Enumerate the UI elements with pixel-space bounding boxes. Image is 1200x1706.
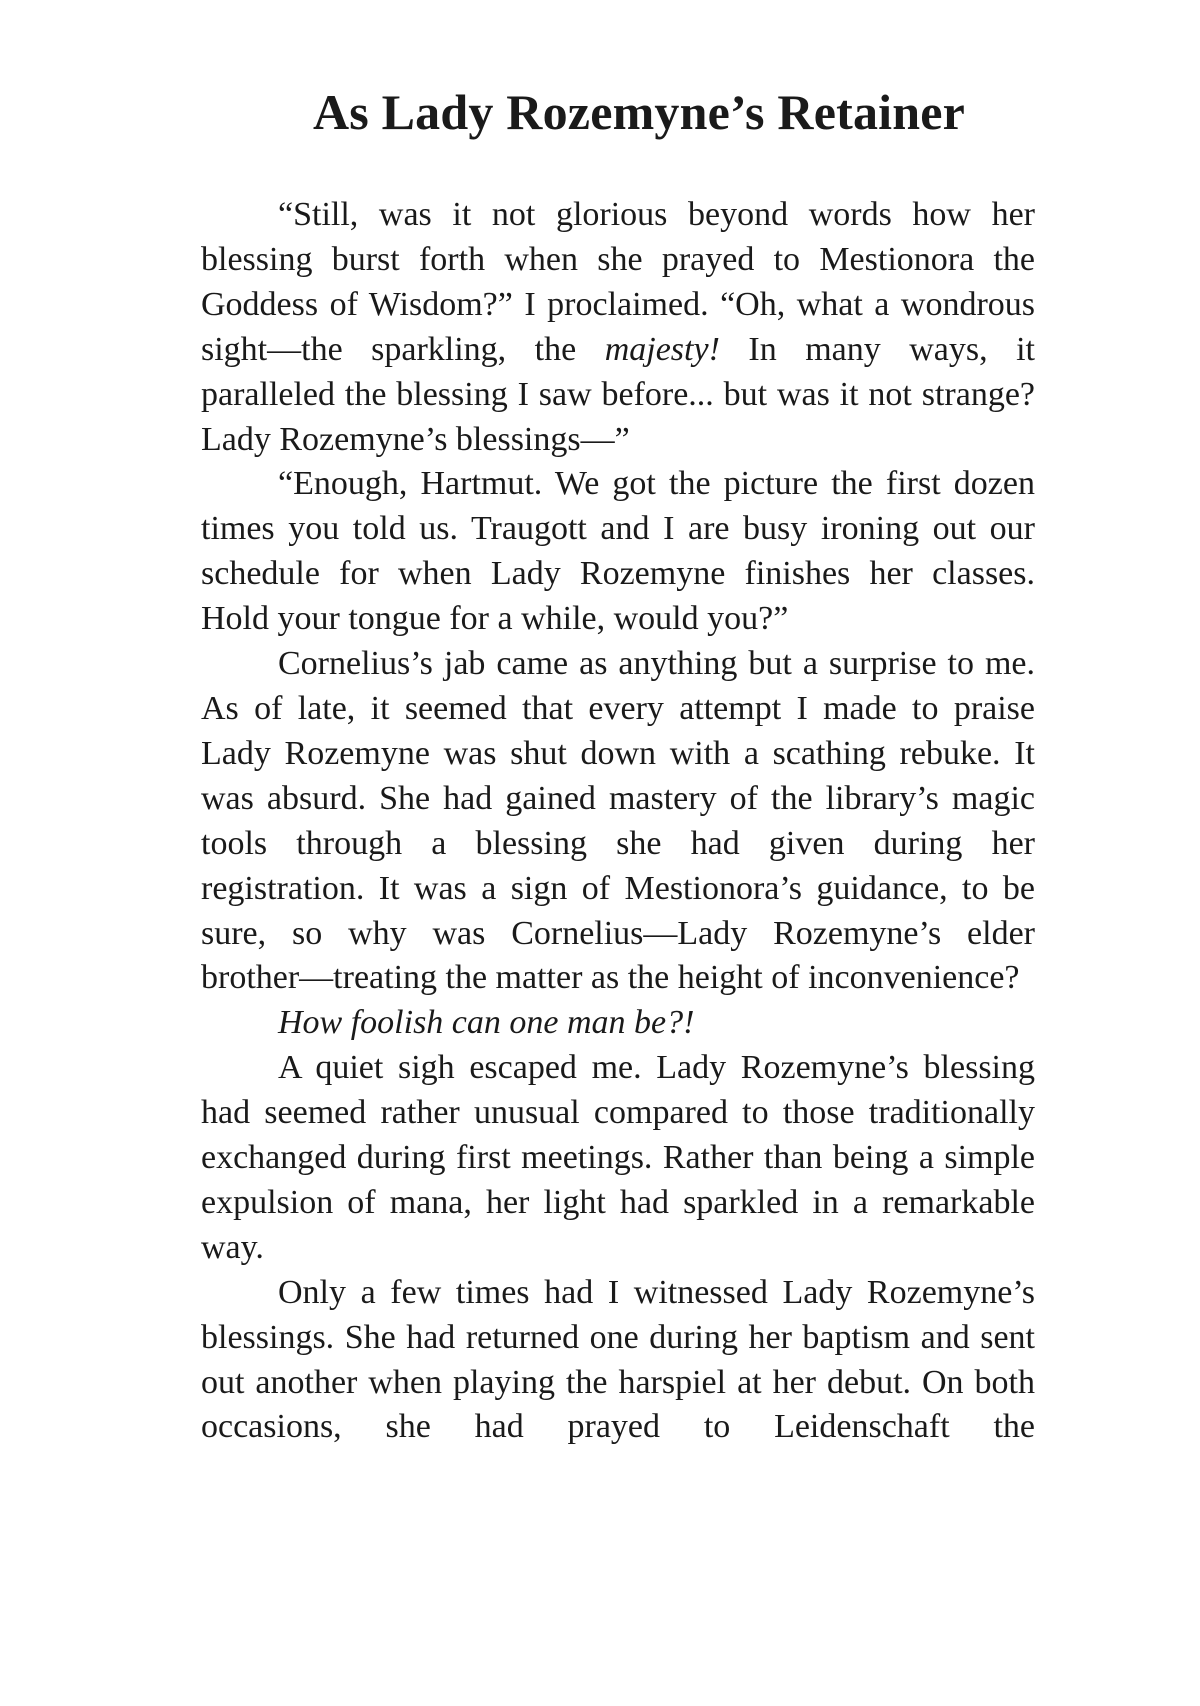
paragraph-1-text-end: In many ways, it paralleled the blessing I saw before... but was it not strange? Lady Rozemyne’s blessings—” <box>201 330 1035 458</box>
paragraph-3: Cornelius’s jab came as anything but a surprise to me. As of late, it seemed that every attempt I made to praise Lady Rozemyne was shut down with a scathing rebuke. It was absurd. She had gained mastery of the library’s magic tools through a blessing she had given during her registration. It was a sign of Mestionora’s guidance, to be sure, so why was Cornelius—Lady Rozemyne’s elder brother—treating the matter as the height of inconvenience? <box>201 645 1035 997</box>
italic-thought: How foolish can one man be?! <box>278 1004 695 1042</box>
paragraph-4-italic-thought <box>201 1001 1035 1046</box>
chapter-title: As Lady Rozemyne’s Retainer <box>312 84 966 140</box>
paragraph-1 <box>201 193 1035 462</box>
paragraph-2: “Enough, Hartmut. We got the picture the first dozen times you told us. Traugott and I are busy ironing out our schedule for when Lady Rozemyne finishes her classes. Hold your tongue for a while, would you?” <box>201 465 1035 638</box>
paragraph-1-text-start: “Still, was it not glorious beyond words how her blessing burst forth when she prayed to Mestionora the Goddess of Wisdom?” I proclaimed. “Oh, what a wondrous sight—the sparkling, the <box>201 196 1035 368</box>
body-text <box>201 193 1035 1450</box>
paragraph-6: Only a few times had I witnessed Lady Rozemyne’s blessings. She had returned one during her baptism and sent out another when playing the harspiel at her debut. On both occasions, she had prayed to Leidenschaft the <box>201 1273 1035 1446</box>
paragraph-5: A quiet sigh escaped me. Lady Rozemyne’s blessing had seemed rather unusual compared to those traditionally exchanged during first meetings. Rather than being a simple expulsion of mana, her light had sparkled in a remarkable way. <box>201 1049 1035 1266</box>
paragraph-1-emphasis: majesty! <box>604 330 720 368</box>
